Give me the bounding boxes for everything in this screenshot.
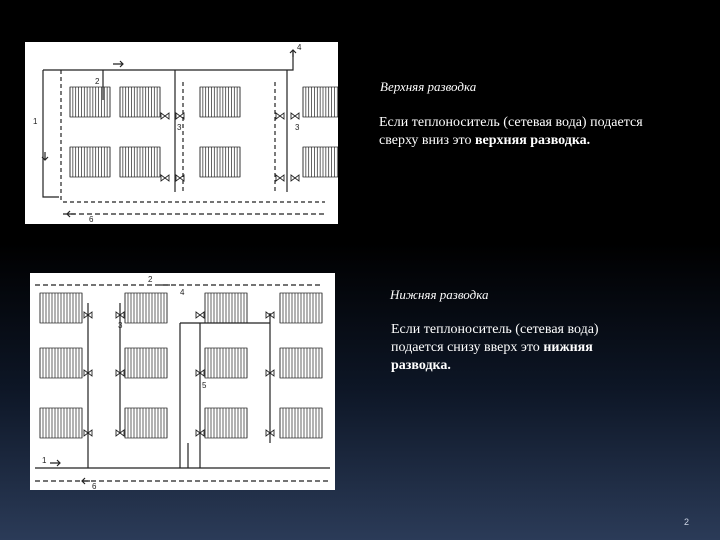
diagram-label-3b: 3 bbox=[295, 123, 300, 132]
radiator-icon bbox=[120, 87, 160, 117]
radiator-icon bbox=[40, 293, 82, 323]
radiator-icon bbox=[303, 87, 338, 117]
radiator-icon bbox=[280, 408, 322, 438]
bottom-description bbox=[391, 321, 651, 375]
top-description-bold: верхняя разводка. bbox=[475, 133, 591, 148]
top-description bbox=[379, 114, 679, 150]
diagram-label-3a: 3 bbox=[177, 123, 182, 132]
diagram-label-2: 2 bbox=[95, 77, 100, 86]
radiator-icon bbox=[200, 87, 240, 117]
valve-icon bbox=[176, 113, 184, 119]
radiator-icon bbox=[205, 348, 247, 378]
valve-icon bbox=[176, 175, 184, 181]
valve-icon bbox=[276, 175, 284, 181]
radiator-icon bbox=[70, 147, 110, 177]
top-heading: Верхняя разводка bbox=[380, 79, 477, 94]
diagram-label-6: 6 bbox=[89, 215, 94, 224]
radiator-icon bbox=[200, 147, 240, 177]
diagram-label-2: 2 bbox=[148, 275, 153, 284]
radiator-icon bbox=[125, 408, 167, 438]
bottom-description-text: Если теплоноситель (сетевая вода) подается снизу вверх это bbox=[391, 322, 599, 355]
radiator-icon bbox=[40, 348, 82, 378]
diagram-label-4: 4 bbox=[180, 288, 185, 297]
radiator-icon bbox=[125, 293, 167, 323]
valve-icon bbox=[161, 113, 169, 119]
radiator-icon bbox=[280, 348, 322, 378]
radiator-icon bbox=[280, 293, 322, 323]
diagram-label-5: 5 bbox=[202, 381, 207, 390]
radiator-icon bbox=[70, 87, 110, 117]
diagram-label-6: 6 bbox=[92, 482, 97, 490]
diagram-label-4: 4 bbox=[297, 43, 302, 52]
diagram-label-1: 1 bbox=[33, 117, 38, 126]
radiator-icon bbox=[120, 147, 160, 177]
radiator-icon bbox=[40, 408, 82, 438]
radiator-icon bbox=[125, 348, 167, 378]
diagram-label-3: 3 bbox=[118, 321, 123, 330]
radiator-icon bbox=[303, 147, 338, 177]
bottom-description-bold: нижняя разводка. bbox=[391, 340, 593, 373]
radiator-icon bbox=[205, 408, 247, 438]
top-description-text: Если теплоноситель (сетевая вода) подается сверху вниз это bbox=[379, 115, 643, 148]
bottom-heading: Нижняя разводка bbox=[390, 287, 489, 302]
page-number: 2 bbox=[684, 517, 690, 527]
valve-icon bbox=[196, 312, 204, 318]
radiator-icon bbox=[205, 293, 247, 323]
top-wiring-diagram bbox=[25, 42, 338, 224]
valve-icon bbox=[291, 113, 299, 119]
diagram-label-1: 1 bbox=[42, 456, 47, 465]
valve-icon bbox=[161, 175, 169, 181]
valve-icon bbox=[276, 113, 284, 119]
valve-icon bbox=[291, 175, 299, 181]
bottom-wiring-diagram bbox=[30, 273, 335, 490]
